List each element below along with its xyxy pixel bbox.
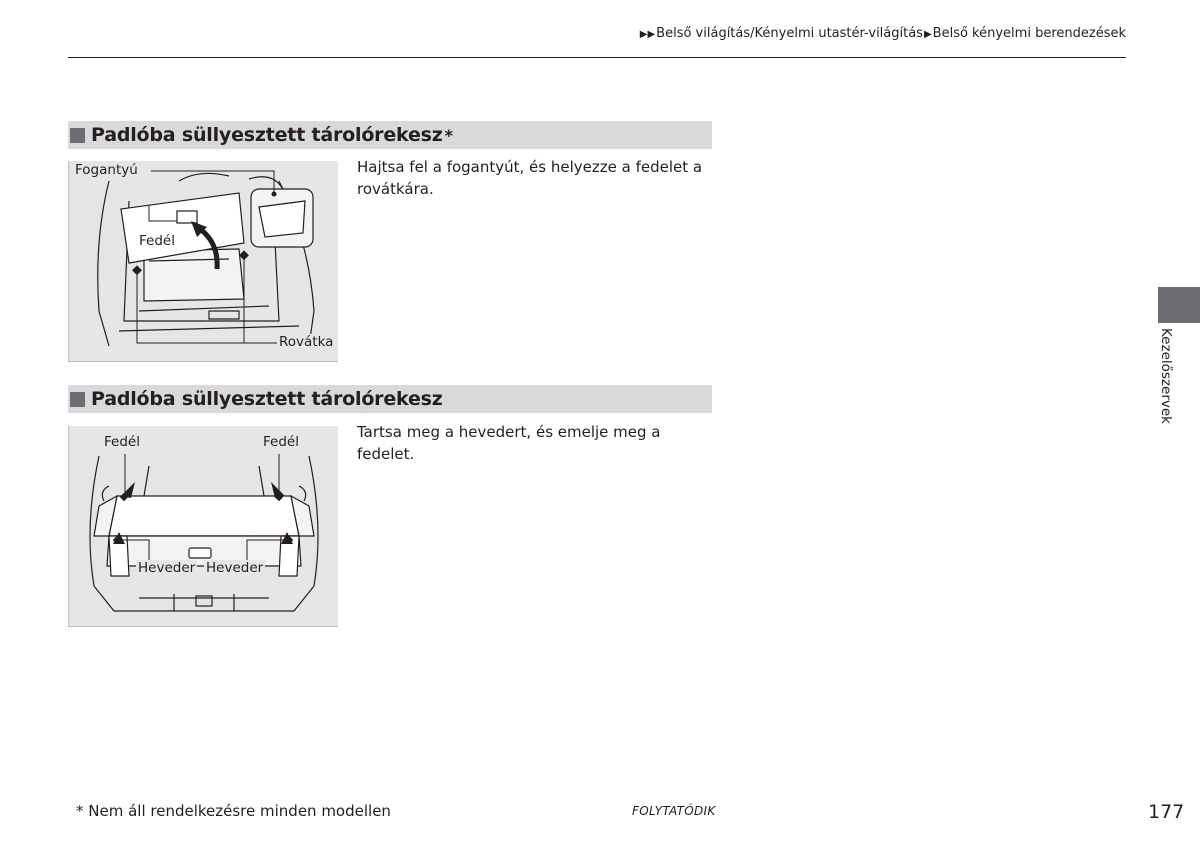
label-lid-left: Fedél bbox=[104, 434, 140, 450]
breadcrumb-part-1[interactable]: Belső világítás/Kényelmi utastér-világítás bbox=[656, 26, 923, 41]
figure-cargo-storage-open bbox=[68, 161, 338, 362]
chapter-tab-label: Kezelőszervek bbox=[1158, 328, 1174, 424]
breadcrumb bbox=[639, 26, 1126, 41]
square-bullet-icon bbox=[70, 392, 85, 407]
figure-cargo-storage-strap bbox=[68, 426, 338, 627]
cargo-storage-strap-illustration bbox=[69, 426, 338, 626]
breadcrumb-part-2[interactable]: Belső kényelmi berendezések bbox=[932, 26, 1126, 41]
label-handle: Fogantyú bbox=[75, 162, 138, 178]
instruction-text-1: Hajtsa fel a fogantyút, és helyezze a fedelet a rovátkára. bbox=[357, 158, 703, 198]
footnote-star: * bbox=[444, 125, 453, 145]
continue-indicator: FOLYTATÓDIK bbox=[632, 804, 716, 818]
section-heading-1 bbox=[68, 121, 712, 149]
section-heading-2 bbox=[68, 385, 712, 413]
label-lid: Fedél bbox=[139, 233, 175, 249]
square-bullet-icon bbox=[70, 128, 85, 143]
section-title-1: Padlóba süllyesztett tárolórekesz bbox=[91, 124, 443, 146]
chapter-tab[interactable] bbox=[1158, 287, 1200, 323]
page-number: 177 bbox=[1148, 801, 1185, 823]
label-lid-right: Fedél bbox=[263, 434, 299, 450]
label-strap-left: Heveder bbox=[138, 560, 196, 576]
double-arrow-icon: ▶▶ bbox=[639, 29, 656, 40]
label-notch: Rovátka bbox=[279, 334, 334, 350]
instruction-text-2: Tartsa meg a hevedert, és emelje meg a fedelet. bbox=[357, 423, 661, 463]
footnote: * Nem áll rendelkezésre minden modellen bbox=[76, 802, 391, 820]
section-title-2: Padlóba süllyesztett tárolórekesz bbox=[91, 388, 443, 410]
arrow-icon: ▶ bbox=[923, 29, 932, 40]
label-strap-right: Heveder bbox=[206, 560, 264, 576]
header-rule bbox=[68, 57, 1126, 58]
cargo-storage-open-illustration bbox=[69, 161, 338, 361]
